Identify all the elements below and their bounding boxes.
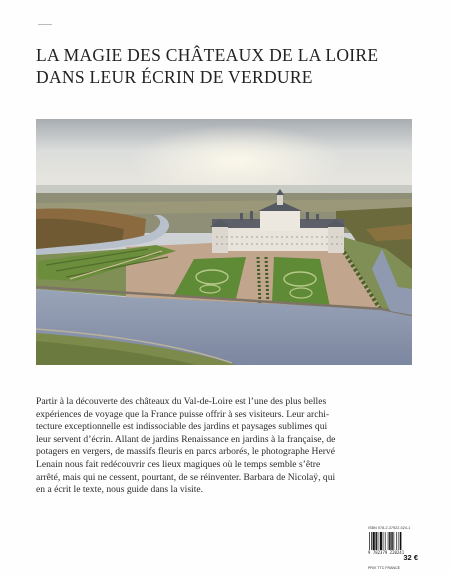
chateau-aerial-photo: [36, 119, 412, 365]
blurb-line: leur servent d’écrin. Allant de jardins Renaissance en jardins à la française, de: [36, 433, 336, 445]
blurb-line: en a écrit le texte, nous guide dans la visite.: [36, 484, 204, 496]
price-line: [368, 553, 418, 574]
blurb-line: arrêté, mais qui ne cessent, pourtant, de se réinventer. Barbara de Nicolaÿ, qui: [36, 471, 336, 483]
blurb-line: expériences de voyage que la France puisse offrir à ses visiteurs. Leur archi-: [36, 408, 330, 420]
barcode-digits: 9 782379 220241: [368, 550, 405, 555]
blurb-line: tecture exceptionnelle est indissociable des jardins et paysages sublimes qui: [36, 421, 328, 433]
back-cover-blurb: [36, 396, 412, 497]
blurb-line: Lenain nous fait redécouvrir ces lieux magiques où le temps semble s’être: [36, 458, 321, 470]
blurb-line: potagers en vergers, de massifs fleuris en parcs arborés, le photographe Hervé: [36, 446, 335, 458]
barcode-block: [368, 526, 418, 570]
chateau-illustration: [36, 119, 412, 365]
headline-line-1: LA MAGIE DES CHÂTEAUX DE LA LOIRE: [36, 45, 379, 65]
cover-headline: [36, 44, 426, 88]
price-label: PRIX TTC FRANCE: [368, 566, 401, 570]
price-value: 32 €: [403, 553, 418, 562]
barcode-icon: [369, 532, 415, 550]
headline-line-2: DANS LEUR ÉCRIN DE VERDURE: [36, 67, 313, 87]
blurb-line: Partir à la découverte des châteaux du Val-de-Loire est l’une des plus belles: [36, 396, 327, 407]
top-mark: [38, 24, 52, 25]
isbn-number: ISBN 978-2-37922-024-1: [368, 526, 411, 530]
